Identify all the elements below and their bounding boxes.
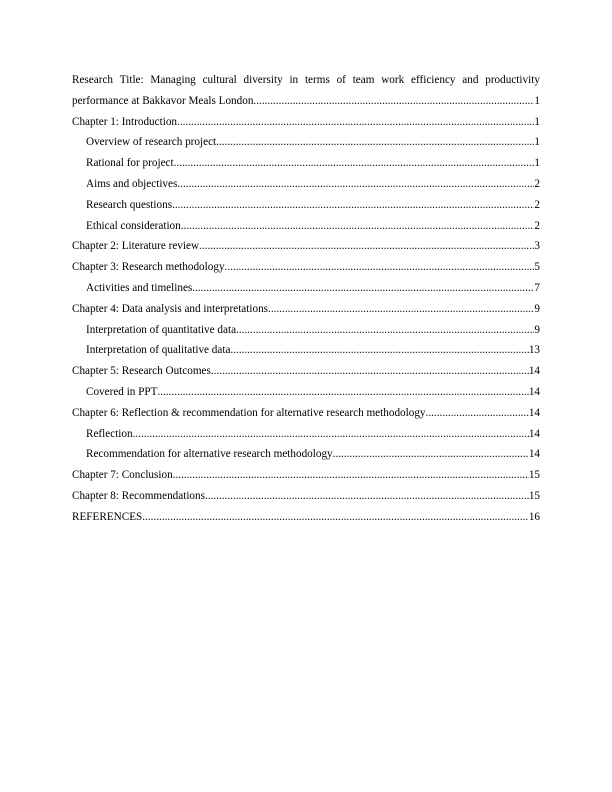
toc-entry-text: Overview of research project [86,136,217,149]
toc-entry-text: Chapter 1: Introduction [72,115,178,128]
toc-page-number: 9 [534,323,540,336]
toc-dot-leader [181,216,535,237]
toc-entry[interactable] [72,278,540,299]
toc-dot-leader [199,236,534,257]
toc-title-word: Managing [150,74,196,86]
toc-dot-leader [177,112,534,133]
toc-title-word: team [352,74,375,86]
toc-entry[interactable] [72,465,540,486]
toc-entry[interactable] [72,507,540,528]
toc-entry-text: Research questions [86,198,173,211]
toc-entry[interactable] [72,486,540,507]
toc-dot-leader [133,424,529,445]
toc-page-number: 3 [534,240,540,253]
toc-dot-leader [174,153,535,174]
toc-entry-text: Chapter 5: Research Outcomes [72,365,211,378]
toc-entry[interactable] [72,132,540,153]
toc-page-number: 5 [534,261,540,274]
toc-entry[interactable] [72,174,540,195]
toc-entry-text: Chapter 7: Conclusion [72,469,173,482]
toc-dot-leader [157,382,528,403]
toc-dot-leader [236,320,534,341]
toc-entry[interactable] [72,382,540,403]
toc-dot-leader [172,195,534,216]
toc-dot-leader [192,278,534,299]
toc-dot-leader [333,444,529,465]
toc-page-number: 9 [534,302,540,315]
toc-title-word: cultural [202,74,237,86]
toc-dot-leader [216,132,534,153]
toc-entry-text: Interpretation of qualitative data [86,344,231,357]
toc-entry-text: Chapter 3: Research methodology [72,261,225,274]
toc-entry-text: Chapter 2: Literature review [72,240,200,253]
toc-dot-leader [205,486,529,507]
toc-dot-leader [268,299,534,320]
toc-page-number: 13 [528,344,540,357]
toc-entry-text: Recommendation for alternative research methodology [86,448,333,461]
toc-entry[interactable] [72,153,540,174]
toc-title-word: productivity [485,74,540,86]
toc-dot-leader [211,361,529,382]
toc-entry-text: Ethical consideration [86,219,181,232]
toc-dot-leader [177,174,534,195]
toc-title-line-2[interactable] [72,91,540,112]
toc-entry[interactable] [72,299,540,320]
toc-entry-text: Reflection [86,427,133,440]
toc-entry[interactable] [72,320,540,341]
toc-entry-text: Rational for project [86,157,174,170]
table-of-contents [72,70,540,528]
toc-entry-text: REFERENCES [72,510,143,523]
toc-page-number: 2 [534,177,540,190]
toc-title-word: Research [72,74,113,86]
toc-dot-leader [142,507,529,528]
toc-page-number: 1 [534,136,540,149]
toc-entry[interactable] [72,340,540,361]
toc-title-word: work [381,74,405,86]
toc-page-number: 1 [534,94,540,107]
toc-page-number: 14 [528,406,540,419]
toc-title-word: efficiency [411,74,456,86]
toc-title-word: terms [304,74,330,86]
toc-title-word: and [462,74,479,86]
toc-entry-text: Chapter 6: Reflection & recommendation for alternative research methodology [72,406,426,419]
toc-page-number: 15 [528,469,540,482]
toc-entry[interactable] [72,236,540,257]
toc-page-number: 14 [528,385,540,398]
toc-dot-leader [173,465,529,486]
toc-page-number: 14 [528,448,540,461]
toc-page-number: 7 [534,281,540,294]
toc-page-number: 2 [534,198,540,211]
toc-entry-text: Aims and objectives [86,177,178,190]
toc-title-word: Title: [119,74,144,86]
toc-entry[interactable] [72,112,540,133]
toc-entry-text: Covered in PPT [86,385,158,398]
toc-page-number: 1 [534,115,540,128]
toc-entry-text: performance at Bakkavor Meals London [72,94,254,107]
toc-dot-leader [426,403,529,424]
toc-entry-text: Interpretation of quantitative data [86,323,237,336]
toc-dot-leader [230,340,528,361]
toc-dot-leader [225,257,535,278]
toc-entry[interactable] [72,424,540,445]
toc-page-number: 14 [528,365,540,378]
toc-entry-text: Chapter 4: Data analysis and interpretations [72,302,269,315]
toc-page-number: 16 [528,510,540,523]
toc-title-line-1[interactable] [72,70,540,91]
toc-entry-text: Chapter 8: Recommendations [72,489,205,502]
toc-entry[interactable] [72,257,540,278]
toc-entry[interactable] [72,216,540,237]
toc-entry[interactable] [72,195,540,216]
toc-entry-text: Activities and timelines [86,281,193,294]
toc-title-word: of [336,74,346,86]
toc-title-word: in [289,74,299,86]
toc-page-number: 1 [534,157,540,170]
toc-page-number: 15 [528,489,540,502]
toc-entry[interactable] [72,403,540,424]
toc-title-word: diversity [243,74,283,86]
toc-entry[interactable] [72,361,540,382]
toc-dot-leader [253,91,534,112]
toc-page-number: 2 [534,219,540,232]
toc-page-number: 14 [528,427,540,440]
toc-entry[interactable] [72,444,540,465]
